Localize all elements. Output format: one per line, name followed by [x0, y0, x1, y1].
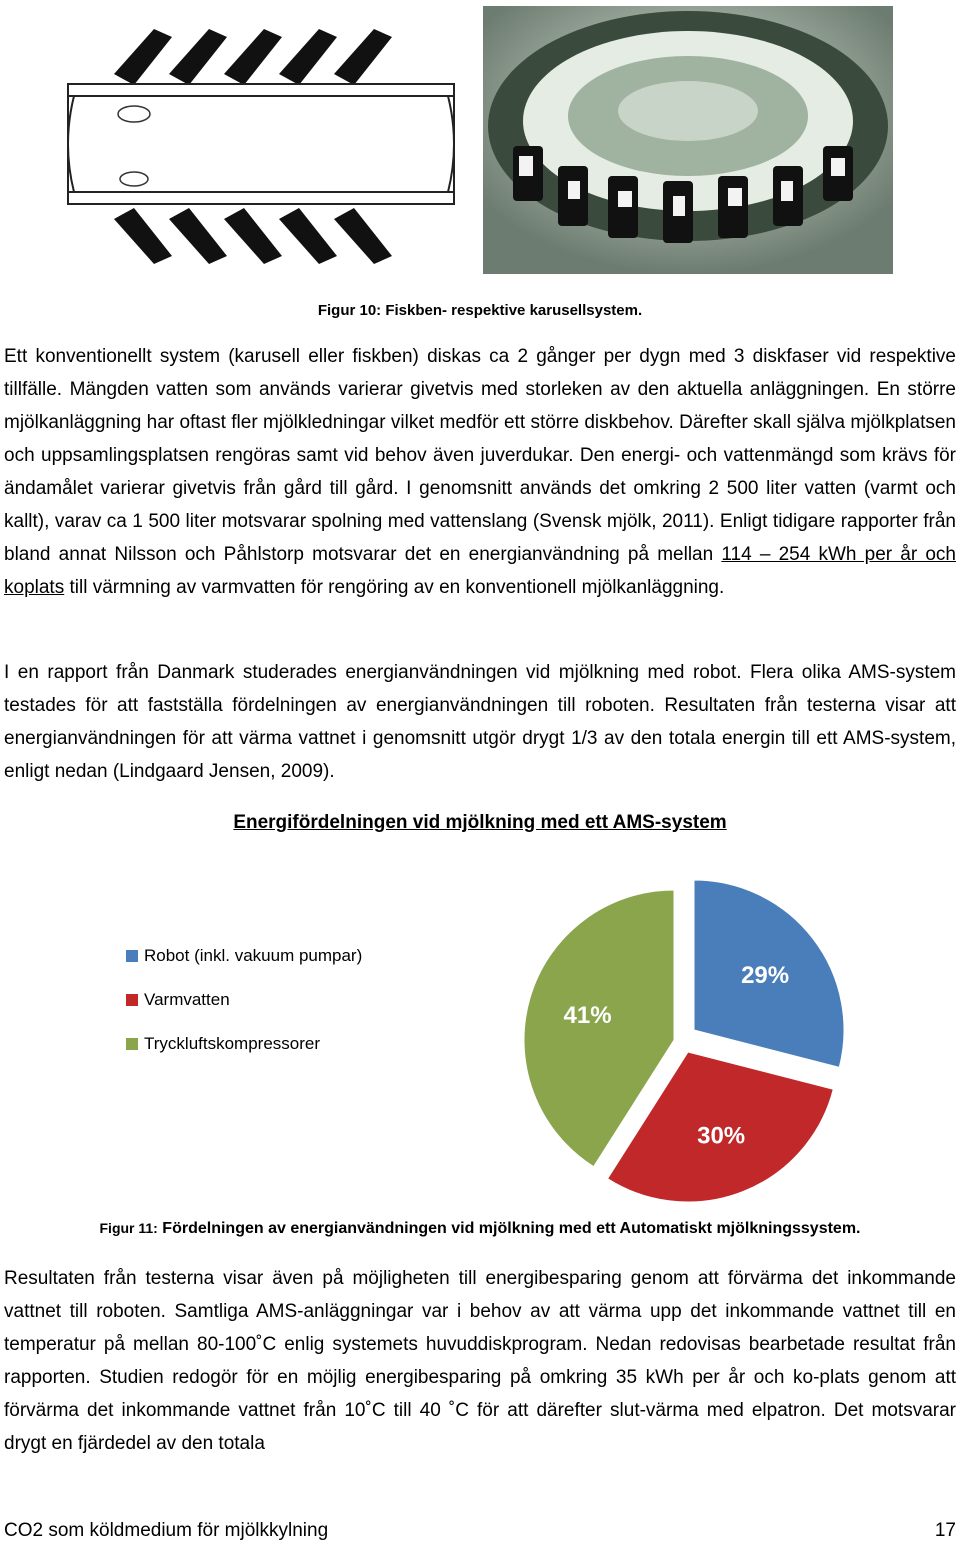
page-footer — [4, 1520, 956, 1542]
paragraph-1 — [4, 340, 956, 604]
figure-10-caption — [0, 302, 960, 319]
legend-item-robot — [126, 934, 362, 978]
legend-label-tryckluft: Tryckluftskompressorer — [144, 1034, 321, 1053]
chart-title: Energifördelningen vid mjölkning med ett AMS-system — [233, 812, 727, 833]
paragraph-3: Resultaten från testerna visar även på möjligheten till energibesparing genom att förvärma det inkommande vattnet till roboten. Samtliga AMS-anläggningar var i behov av att värma upp det inkommande vattnet till en temperatur på mellan 80-100˚C enlig systemets huvuddiskprogram. Nedan redovisas bearbetade resultat från rapporten. Studien redogör för en möjlig energibesparing på omkring 35 kWh per år och ko-plats genom att förvärma det inkommande vattnet från 10˚C till 40 ˚C för att därefter slut-värma med elpatron. Det motsvarar drygt en fjärdedel av den totala — [4, 1268, 956, 1454]
figure-11-caption — [0, 1220, 960, 1238]
figure-10 — [0, 0, 960, 280]
pie-chart — [440, 850, 960, 1210]
caption-text: Fördelningen av energianvändningen vid mjölkning med ett Automatiskt mjölkningssystem. — [157, 1220, 861, 1237]
legend-item-varmvatten — [126, 978, 362, 1022]
caption-label: Figur 11: — [99, 1220, 158, 1236]
legend-item-tryckluft — [126, 1022, 362, 1066]
rotary-parlour-photo — [483, 6, 893, 274]
legend-swatch-robot — [126, 950, 138, 962]
legend-swatch-varmvatten — [126, 994, 138, 1006]
chart-legend — [126, 934, 362, 1066]
caption-text: Fiskben- respektive karusellsystem. — [381, 302, 643, 319]
footer-title: CO2 som köldmedium för mjölkkylning — [4, 1520, 329, 1541]
pie-label-2: 41% — [563, 1001, 612, 1029]
paragraph-2: I en rapport från Danmark studerades energianvändningen vid mjölkning med robot. Flera olika AMS-system testades för att fastställa fördelningen av energianvändningen till roboten. Resultaten från testerna visar att energianvändningen för att värma vattnet i genomsnitt utgör drygt 1/3 av den totala energin till ett AMS-system, enligt nedan (Lindgaard Jensen, 2009). — [4, 662, 956, 782]
page-number: 17 — [934, 1520, 956, 1541]
underlined-range: 114 – 254 kWh per år och koplats — [4, 544, 956, 598]
pie-label-1: 30% — [697, 1122, 746, 1150]
paragraph-text-end: till värmning av varmvatten för rengöring av en konventionell mjölkanläggning. — [64, 577, 725, 598]
legend-label-robot: Robot (inkl. vakuum pumpar) — [144, 946, 363, 965]
herringbone-diagram — [54, 14, 468, 272]
legend-swatch-tryckluft — [126, 1038, 138, 1050]
caption-label: Figur 10: — [317, 302, 382, 319]
legend-label-varmvatten: Varmvatten — [144, 990, 230, 1009]
paragraph-text: Ett konventionellt system (karusell eller fiskben) diskas ca 2 gånger per dygn med 3 diskfaser vid respektive tillfälle. Mängden vatten som används varierar givetvis med storleken av den aktuella anläggningen. En större mjölkanläggning har oftast fler mjölkledningar vilket medför ett större diskbehov. Därefter skall själva mjölkplatsen och uppsamlingsplatsen rengöras samt vid behov även juverdukar. Den energi- och vattenmängd som krävs för ändamålet varierar givetvis från gård till gård. I genomsnitt används det omkring 2 500 liter vatten (varmt och kallt), varav ca 1 500 liter motsvarar spolning med vattenslang (Svensk mjölk, 2011). Enligt tidigare rapporter från bland annat Nilsson och Påhlstorp motsvarar det en energianvändning på mellan — [4, 346, 956, 565]
pie-label-0: 29% — [741, 961, 790, 989]
